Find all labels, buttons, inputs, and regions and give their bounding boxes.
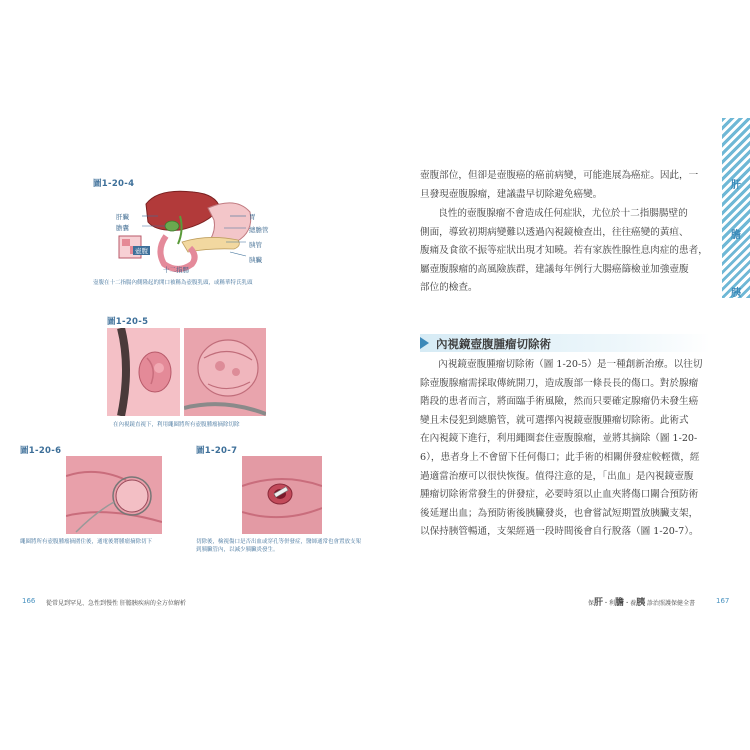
text-line: 後延遲出血；為預防術後胰臟發炎，也會嘗試短期置放胰臟支架，	[420, 507, 699, 519]
callout-gallbladder: 膽囊	[116, 224, 129, 232]
text-line: 6），患者身上不會留下任何傷口；此手術的相關併發症較輕微，經	[420, 451, 700, 463]
figure-label-1-20-6: 圖1-20-6	[20, 446, 62, 456]
callout-ampulla: 壺腹	[135, 247, 148, 255]
anatomy-illustration	[118, 186, 268, 276]
page-number-right: 167	[716, 597, 730, 605]
body-paragraph-1	[420, 167, 710, 204]
text-line: 良性的壺腹腺瘤不會造成任何症狀，尤位於十二指腸腸壁的	[438, 208, 688, 219]
text-line: 內視鏡壺腹腫瘤切除術（圖 1-20-5）是一種創新治療。以往切	[438, 359, 703, 370]
callout-stomach: 胃	[249, 213, 256, 221]
figure-caption-1-20-7: 切除後，檢視傷口是否出血或穿孔等併發症，醫師通常也會置放支架到胰臟管內，以減少胰臟炎發生。	[196, 539, 362, 553]
snare-image	[66, 456, 162, 534]
stent-image	[242, 456, 322, 534]
callout-pancreatic-duct: 胰管	[249, 241, 262, 249]
section-title: 內視鏡壺腹腫瘤切除術	[436, 337, 551, 351]
callout-liver: 肝臟	[116, 213, 129, 221]
text-line: 腫瘤切除術常發生的併發症，必要時須以止血夾將傷口關合預防術	[420, 489, 699, 501]
callout-bile-duct: 總膽管	[249, 226, 269, 234]
text-line: 以保持胰管暢通，支架經過一段時間後會自行脫落（圖 1-20-7）。	[420, 526, 699, 538]
footer-mid-1: ・利	[603, 600, 616, 607]
footer-char-gallbladder: 膽	[615, 598, 625, 608]
figure-caption-1-20-4: 壺腹在十二指腸內側隆起的開口被稱為壺腹乳頭，或稱華特氏乳頭	[93, 280, 253, 286]
page-number-left: 166	[22, 597, 36, 605]
endoscopy-image-left	[107, 328, 180, 416]
side-tab-pancreas: 胰	[731, 288, 741, 299]
text-line: 屬壺腹腺瘤的高風險族群，建議每年例行大腸癌篩檢並加強壺腹	[420, 263, 689, 275]
chapter-side-tab	[722, 118, 750, 298]
footer-right-title	[588, 595, 695, 608]
body-paragraph-3	[420, 356, 710, 542]
callout-pancreas: 胰臟	[249, 256, 262, 264]
figure-caption-1-20-5: 在內視鏡直視下，利用繩圈將所有壺腹腫瘤摘除切除	[113, 422, 240, 428]
text-line: 側面，導致初期病變難以透過內視鏡檢查出，往往癌變的黃疸、	[420, 226, 689, 238]
footer-char-liver: 肝	[594, 598, 604, 608]
text-line: 階段的患者而言，將面臨手術風險，然而只要確定腺瘤仍未發生癌	[420, 396, 699, 408]
footer-mid-2: ・養	[624, 600, 637, 607]
footer-prefix: 保	[588, 600, 595, 607]
side-tab-gallbladder: 膽	[731, 230, 741, 241]
text-line: 在內視鏡下進行，利用繩圈套住壺腹腺瘤，並將其摘除（圖 1-20-	[420, 433, 698, 445]
figure-label-1-20-4: 圖1-20-4	[93, 179, 135, 189]
text-line: 除壺腹腺瘤需採取傳統開刀，造成腹部一條長長的傷口。對於腺瘤	[420, 377, 699, 389]
side-tab-liver: 肝	[731, 180, 741, 191]
text-line: 過適當治療可以很快恢復。值得注意的是，「出血」是內視鏡壺腹	[420, 470, 694, 482]
figure-label-1-20-7: 圖1-20-7	[196, 446, 238, 456]
figure-label-1-20-5: 圖1-20-5	[107, 317, 149, 327]
footer-char-pancreas: 胰	[636, 598, 646, 608]
footer-left-title: 從常見到罕見、急性到慢性 肝膽胰疾病的全方位解析	[46, 600, 186, 607]
endoscopy-image-right	[184, 328, 266, 416]
text-line: 變且未侵犯到總膽管，就可選擇內視鏡壺腹腫瘤切除術。此術式	[420, 414, 689, 426]
figure-caption-1-20-6: 繩圈將所有壺腹腫瘤摘圍住後，通電後將腫瘤摘除切下	[20, 539, 153, 545]
text-line: 部位的檢查。	[420, 282, 478, 294]
text-line: 腹痛及食欲不振等症狀出現才知曉。若有家族性腺性息肉症的患者，	[420, 245, 708, 257]
heading-marker-icon	[420, 337, 429, 349]
text-line: 旦發現壺腹腺瘤，建議盡早切除避免癌變。	[420, 188, 603, 200]
body-paragraph-2	[420, 205, 710, 298]
callout-duodenum: 十二指腸	[163, 266, 189, 274]
text-line: 壺腹部位，但卻是壺腹癌的癌前病變，可能進展為癌症。因此，一	[420, 170, 699, 181]
footer-book-title: 診治照護保健全書	[647, 600, 696, 607]
